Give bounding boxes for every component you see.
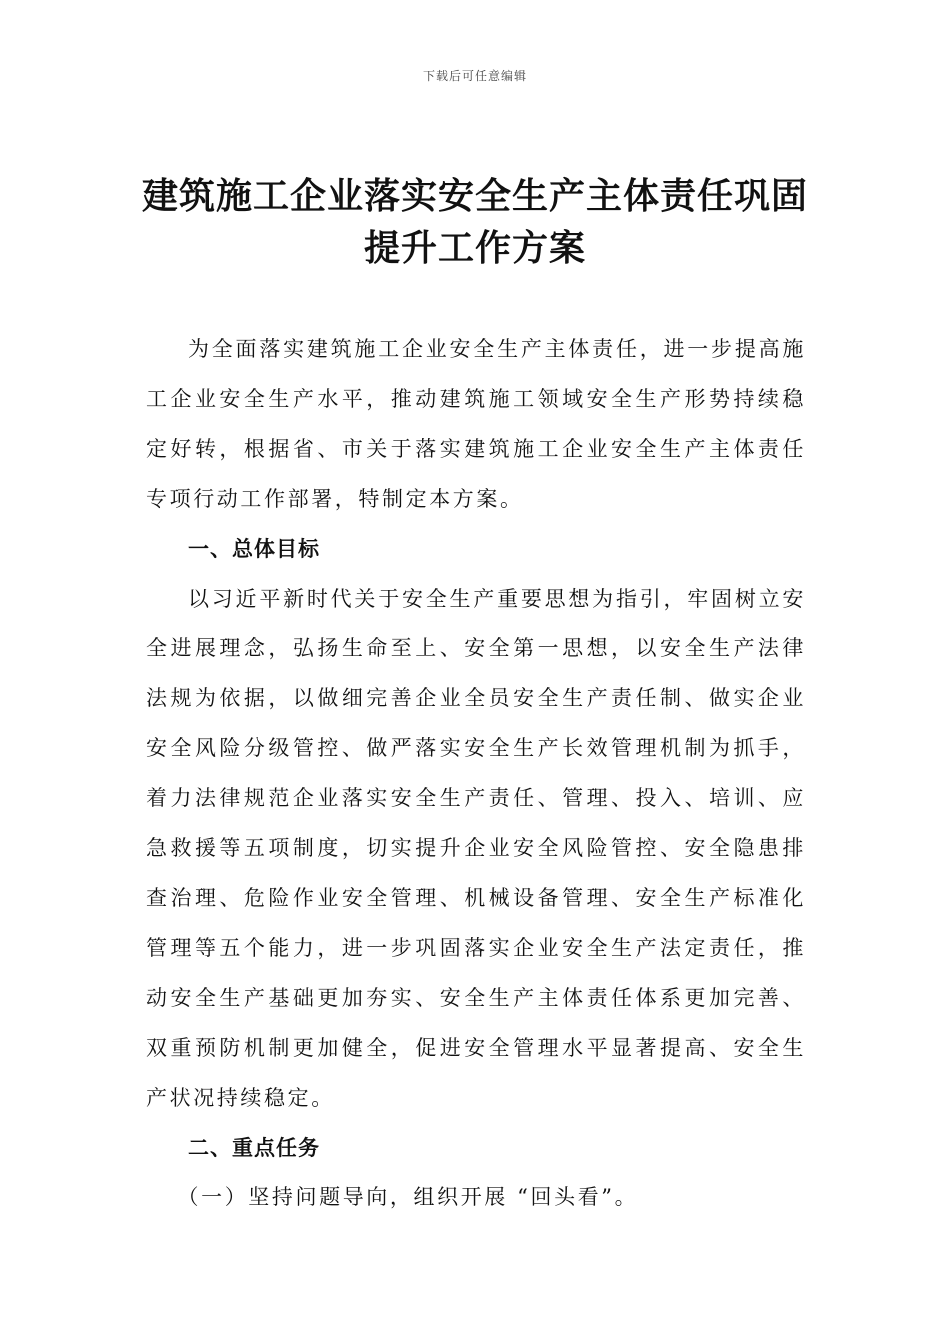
document-body (146, 325, 806, 1223)
intro-paragraph: 为全面落实建筑施工企业安全生产主体责任，进一步提高施工企业安全生产水平，推动建筑施工领域安全生产形势持续稳定好转，根据省、市关于落实建筑施工企业安全生产主体责任专项行动工作部署，特制定本方案。 (146, 337, 806, 511)
section-heading-tasks: 二、重点任务 (188, 1135, 320, 1160)
header-note: 下载后可任意编辑 (422, 69, 527, 83)
title-line: 提升工作方案 (363, 227, 586, 269)
goals-paragraph: 以习近平新时代关于安全生产重要思想为指引，牢固树立安全进展理念，弘扬生命至上、安全第一思想，以安全生产法律法规为依据，以做细完善企业全员安全生产责任制、做实企业安全风险分级管控、做严落实安全生产长效管理机制为抓手，着力法律规范企业落实安全生产责任、管理、投入、培训、应急救援等五项制度，切实提升企业安全风险管控、安全隐患排查治理、危险作业安全管理、机械设备管理、安全生产标准化管理等五个能力，进一步巩固落实企业安全生产法定责任，推动安全生产基础更加夯实、安全生产主体责任体系更加完善、双重预防机制更加健全，促进安全管理水平显著提高、安全生产状况持续稳定。 (146, 586, 806, 1110)
document-title (100, 170, 850, 274)
title-line: 建筑施工企业落实安全生产主体责任巩固 (141, 175, 808, 217)
sub-heading-review: （一）坚持问题导向，组织开展 “回头看”。 (177, 1185, 639, 1210)
section-heading-goals: 一、总体目标 (188, 536, 320, 561)
